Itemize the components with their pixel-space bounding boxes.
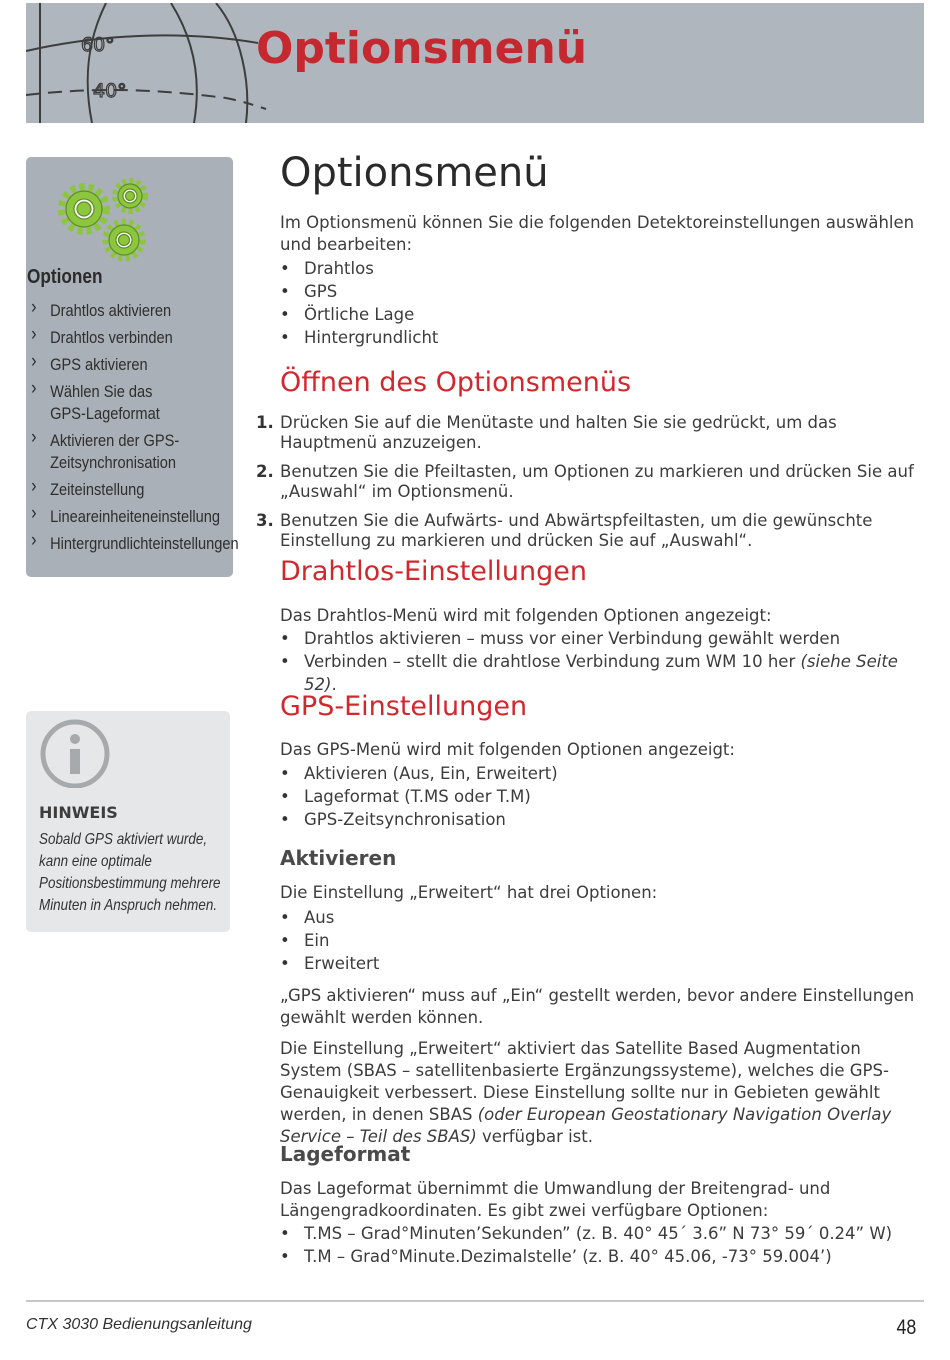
- list-item: • Hintergrundlicht: [280, 326, 920, 349]
- list-item: • Drahtlos: [280, 257, 920, 280]
- sidebar-item[interactable]: › Wählen Sie das GPS-Lageformat: [31, 378, 160, 423]
- globe-label-40: 40°: [93, 80, 127, 102]
- footer-divider: [26, 1300, 924, 1302]
- chevron-right-icon: ›: [31, 378, 37, 399]
- activate-list: [280, 906, 920, 975]
- note-title: HINWEIS: [39, 803, 118, 822]
- intro-list: [280, 257, 920, 349]
- sidebar-item[interactable]: › Aktivieren der GPS-Zeitsynchronisation: [31, 427, 180, 472]
- sidebar-title: Optionen: [27, 266, 103, 288]
- sidebar-item[interactable]: › Hintergrundlichteinstellungen: [31, 530, 239, 553]
- heading-gps: GPS-Einstellungen: [280, 691, 528, 722]
- format-list: [280, 1222, 920, 1268]
- list-item: • Drahtlos aktivieren – muss vor einer Verbindung gewählt werden: [280, 627, 920, 650]
- gears-icon: [54, 167, 154, 267]
- wireless-list: [280, 627, 920, 696]
- note-box: [26, 711, 230, 932]
- list-item: • T.M – Grad°Minute.Dezimalstelle’ (z. B. 40° 45.06, -73° 59.004’): [280, 1245, 920, 1268]
- activate-paragraph-1: „GPS aktivieren“ muss auf „Ein“ gestellt werden, bevor andere Einstellungen gewählt werden können.: [280, 986, 915, 1027]
- chevron-right-icon: ›: [31, 530, 37, 551]
- header-banner: [26, 3, 924, 123]
- page-number: 48: [896, 1316, 916, 1339]
- header-title: Optionsmenü: [256, 23, 588, 74]
- sidebar-item[interactable]: › Drahtlos verbinden: [31, 324, 173, 347]
- heading-open-options: Öffnen des Optionsmenüs: [280, 367, 632, 398]
- gps-list: [280, 762, 920, 831]
- footer-manual-title: CTX 3030 Bedienungsanleitung: [26, 1316, 252, 1333]
- list-item: • Erweitert: [280, 952, 920, 975]
- wireless-intro: Das Drahtlos-Menü wird mit folgenden Optionen angezeigt:: [280, 606, 772, 625]
- gps-intro: Das GPS-Menü wird mit folgenden Optionen angezeigt:: [280, 740, 735, 759]
- globe-label-60: 60°: [81, 34, 115, 56]
- list-item: • T.MS – Grad°Minuten’Sekunden” (z. B. 40° 45´ 3.6” N 73° 59´ 0.24” W): [280, 1222, 920, 1245]
- info-icon: [39, 716, 111, 788]
- list-item: • Örtliche Lage: [280, 303, 920, 326]
- page-title: Optionsmenü: [280, 150, 549, 196]
- heading-activate: Aktivieren: [280, 846, 397, 870]
- note-text: Sobald GPS aktiviert wurde, kann eine optimale Positionsbestimmung mehrere Minuten in Anspruch nehmen.: [39, 831, 221, 914]
- sidebar-item[interactable]: › Lineareinheiteneinstellung: [31, 503, 220, 526]
- heading-format: Lageformat: [280, 1142, 411, 1166]
- list-item: • Aus: [280, 906, 920, 929]
- list-item: • Aktivieren (Aus, Ein, Erweitert): [280, 762, 920, 785]
- step-item: 3. Benutzen Sie die Aufwärts- und Abwärtspfeiltasten, um die gewünschte Einstellung zu markieren und drücken Sie auf „Auswahl“.: [256, 511, 873, 550]
- sidebar-item[interactable]: › GPS aktivieren: [31, 351, 148, 374]
- list-item: • GPS: [280, 280, 920, 303]
- chevron-right-icon: ›: [31, 427, 37, 448]
- list-item: • Verbinden – stellt die drahtlose Verbindung zum WM 10 her (siehe Seite 52).: [280, 650, 920, 696]
- format-intro: Das Lageformat übernimmt die Umwandlung der Breitengrad- und Längengradkoordinaten. Es gibt zwei verfügbare Optionen:: [280, 1179, 831, 1220]
- chevron-right-icon: ›: [31, 351, 37, 372]
- sidebar-list: [26, 297, 246, 560]
- chevron-right-icon: ›: [31, 503, 37, 524]
- chevron-right-icon: ›: [31, 476, 37, 497]
- chevron-right-icon: ›: [31, 297, 37, 318]
- activate-intro: Die Einstellung „Erweitert“ hat drei Optionen:: [280, 883, 658, 902]
- step-item: 1. Drücken Sie auf die Menütaste und halten Sie sie gedrückt, um das Hauptmenü anzuzeigen.: [256, 413, 837, 452]
- list-item: • Ein: [280, 929, 920, 952]
- sidebar-item[interactable]: › Zeiteinstellung: [31, 476, 145, 499]
- step-item: 2. Benutzen Sie die Pfeiltasten, um Optionen zu markieren und drücken Sie auf „Auswahl“ im Optionsmenü.: [256, 462, 914, 501]
- chevron-right-icon: ›: [31, 324, 37, 345]
- sidebar-item[interactable]: › Drahtlos aktivieren: [31, 297, 172, 320]
- intro-paragraph: Im Optionsmenü können Sie die folgenden Detektoreinstellungen auswählen und bearbeiten:: [280, 213, 915, 254]
- page-reference: (siehe Seite 52): [304, 652, 898, 694]
- steps-list: [256, 413, 920, 560]
- list-item: • GPS-Zeitsynchronisation: [280, 808, 920, 831]
- heading-wireless: Drahtlos-Einstellungen: [280, 556, 587, 587]
- list-item: • Lageformat (T.MS oder T.M): [280, 785, 920, 808]
- activate-paragraph-2: Die Einstellung „Erweitert“ aktiviert das Satellite Based Augmentation System (SBAS – satellitenbasierte Ergänzungssysteme), welches die GPS-Genauigkeit verbessert. Diese Einstellung sollte nur in Gebieten gewählt werden, in denen SBAS (oder European Geostationary Navigation Overlay Service – Teil des SBAS) verfügbar ist.: [280, 1039, 892, 1146]
